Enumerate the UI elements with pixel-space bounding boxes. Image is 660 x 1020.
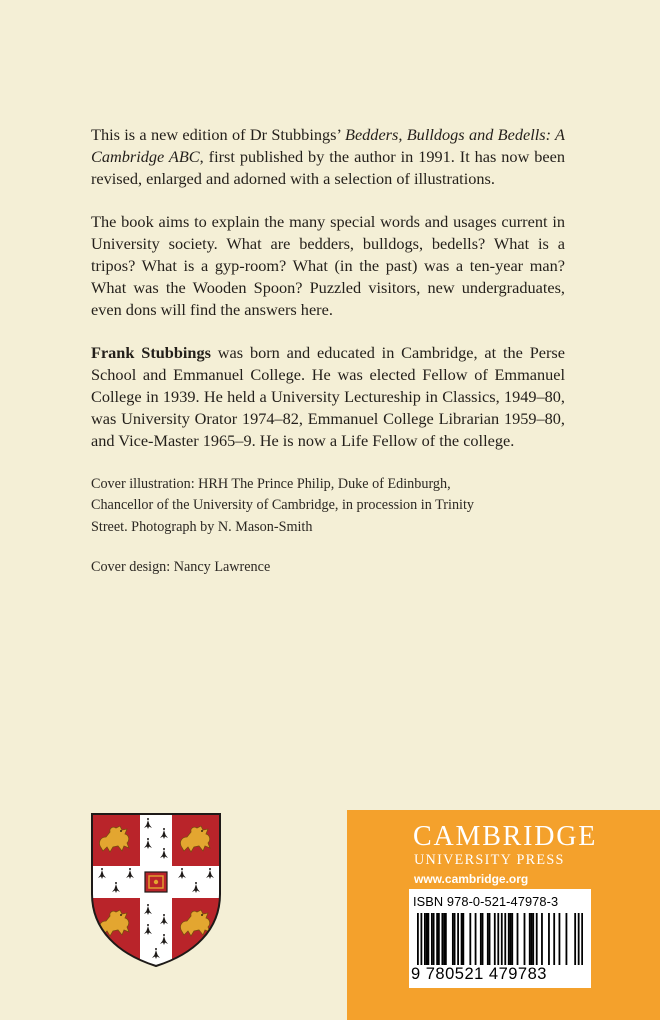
university-crest-icon <box>90 812 222 968</box>
publisher-url: www.cambridge.org <box>414 872 529 886</box>
author-name: Frank Stubbings <box>91 342 211 362</box>
barcode-bar <box>480 913 482 965</box>
barcode-bar <box>469 913 471 965</box>
barcode-bar <box>529 913 531 965</box>
barcode-bar <box>487 913 489 965</box>
blurb-paragraph-2: The book aims to explain the many special words and usages current in University society. What are bedders, bulldogs, bedells? What is a tripos? What is a gyp-room? What (in the past) was a ten-year man? What was the Wooden Spoon? Puzzled visitors, new undergraduates, even dons will find the answers here. <box>91 211 565 320</box>
barcode-bar <box>433 913 435 965</box>
barcode-bars <box>417 913 583 965</box>
barcode-bar <box>517 913 519 965</box>
isbn-barcode <box>409 889 591 988</box>
barcode-bar <box>445 913 447 965</box>
cover-illustration-credit-line-1: Cover illustration: HRH The Prince Philip, Duke of Edinburgh, <box>91 475 451 492</box>
barcode-bar <box>438 913 440 965</box>
barcode-bar <box>532 913 534 965</box>
cover-illustration-credit-line-3: Street. Photograph by N. Mason-Smith <box>91 518 313 535</box>
barcode-bar <box>531 913 533 965</box>
barcode-bar <box>501 913 503 965</box>
barcode-digits: 9 780521 479783 <box>411 965 547 983</box>
barcode-bar <box>431 913 433 965</box>
barcode-bar <box>510 913 512 965</box>
barcode-bar <box>524 913 526 965</box>
barcode-bar <box>541 913 543 965</box>
cover-design-credit: Cover design: Nancy Lawrence <box>91 559 271 576</box>
barcode-bar <box>574 913 576 965</box>
barcode-bar <box>426 913 428 965</box>
book-title: Bedders, Bulldogs and Bedells: A Cambridge ABC <box>91 125 565 167</box>
barcode-bar <box>454 913 456 965</box>
barcode-bar <box>553 913 555 965</box>
barcode-bar <box>457 913 459 965</box>
barcode-bar <box>566 913 568 965</box>
author-bio: Frank Stubbings was born and educated in Cambridge, at the Perse School and Emmanuel College. He was elected Fellow of Emmanuel College in 1939. He held a University Lectureship in Classics, 1949–80, was University Orator 1974–82, Emmanuel College Librarian 1959–80, and Vice-Master 1965–9. He is now a Life Fellow of the college. <box>91 342 565 451</box>
barcode-bar <box>536 913 538 965</box>
back-cover-text <box>91 124 565 579</box>
barcode-bar <box>482 913 484 965</box>
barcode-bar <box>494 913 496 965</box>
barcode-bar <box>461 913 463 965</box>
barcode-bar <box>475 913 477 965</box>
barcode-bar <box>420 913 422 965</box>
cover-illustration-credit-line-2: Chancellor of the University of Cambridge, in procession in Trinity <box>91 497 475 514</box>
barcode-bar <box>417 913 419 965</box>
barcode-bar <box>436 913 438 965</box>
barcode-bar <box>578 913 580 965</box>
barcode-bar <box>581 913 583 965</box>
isbn-label: ISBN 978-0-521-47978-3 <box>413 894 559 909</box>
barcode-bar <box>427 913 429 965</box>
publisher-panel <box>347 810 660 1020</box>
barcode-bar <box>462 913 464 965</box>
barcode-bar <box>559 913 561 965</box>
barcode-bar <box>489 913 491 965</box>
barcode-bar <box>511 913 513 965</box>
barcode-bar <box>497 913 499 965</box>
blurb-paragraph-1: This is a new edition of Dr Stubbings’ Bedders, Bulldogs and Bedells: A Cambridge ABC, first published by the author in 1991. It has now been revised, enlarged and adorned with a selection of illustrations. <box>91 125 565 189</box>
barcode-bar <box>424 913 426 965</box>
publisher-logo <box>413 821 598 886</box>
barcode-bar <box>508 913 510 965</box>
barcode-bar <box>452 913 454 965</box>
barcode-bar <box>504 913 506 965</box>
publisher-name: CAMBRIDGE <box>413 821 598 852</box>
barcode-bar <box>443 913 445 965</box>
publisher-press: UNIVERSITY PRESS <box>414 852 565 868</box>
barcode-bar <box>548 913 550 965</box>
barcode-bar <box>441 913 443 965</box>
